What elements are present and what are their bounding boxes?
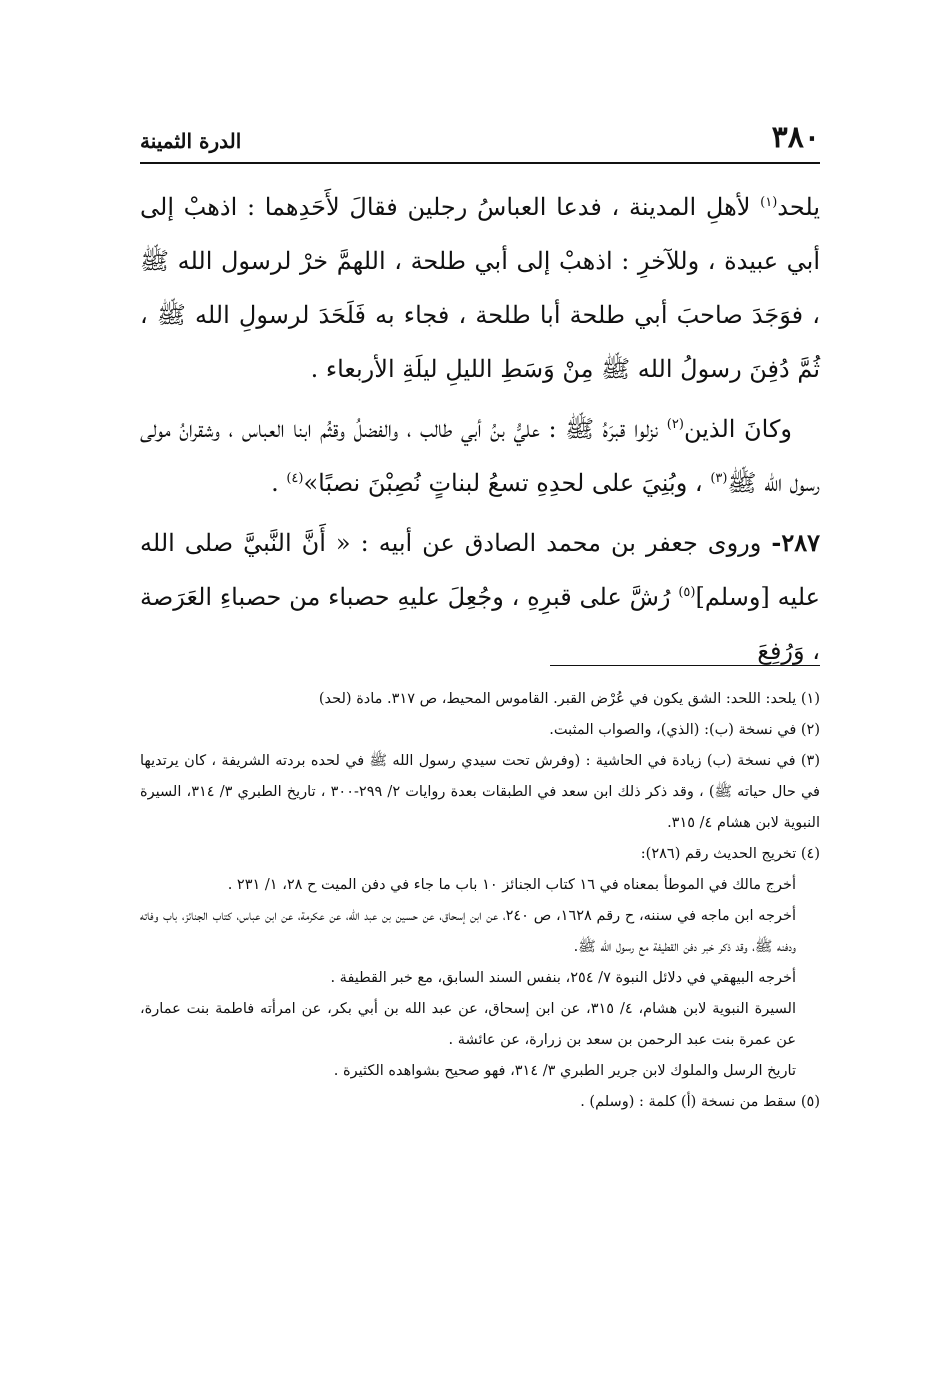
footnote-4-line-2: أخرجه ابن ماجه في سننه، ح رقم ١٦٢٨، ص ٢٤٠، عن ابن إسحاق، عن حسين بن عبد الله، عن عكرمة، عن ابن عباس، كتاب الجنائز، باب وفاته ودفنه ﷺ، وقد ذكر خبر دفن القطيفة مع رسول الله ﷺ. [140, 908, 796, 955]
footnote-3: (٣) في نسخة (ب) زيادة في الحاشية : (وفرش تحت سيدي رسول الله ﷺ في لحده بردته الشريفة ، كان يرتديها في حال حياته ﷺ) ، وقد ذكر ذلك ابن سعد في الطبقات بعدة روايات ٢/ ٢٩٩-٣٠٠ ، تاريخ الطبري ٣/ ٣١٤، السيرة النبوية لابن هشام ٤/ ٣١٥. [140, 753, 820, 831]
paragraph-text: وروى جعفر بن محمد الصادق عن أبيه : « أَنَّ النَّبيَّ صلى الله عليه [وسلم] [140, 529, 820, 611]
paragraph-text: نزلوا قبرَهُ ﷺ : عليُّ بنُ أبي طالب ، والفضلُ وقثُم ابنا العباس ، وشقرانُ مولى رسول الله ﷺ [140, 415, 820, 497]
footnote-divider [550, 665, 820, 666]
paragraph-text: يلحد [777, 193, 820, 221]
footnote-2: (٢) في نسخة (ب): (الذي)، والصواب المثبت. [549, 722, 820, 738]
footnote-1: (١) يلحد: اللحد: الشق يكون في عُرْض القبر. القاموس المحيط، ص ٣١٧. مادة (لحد) [318, 691, 820, 707]
footnote-4-line-5: تاريخ الرسل والملوك لابن جرير الطبري ٣/ ٣١٤، فهو صحيح بشواهده الكثيرة . [333, 1063, 796, 1079]
footnote-4-line-1: أخرج مالك في الموطأ بمعناه في ١٦ كتاب الجنائز ١٠ باب ما جاء في دفن الميت ح ٢٨، ١/ ٢٣١ . [227, 877, 796, 893]
page-number: ٣٨٠ [771, 120, 820, 155]
footnote-4-title: (٤) تخريج الحديث رقم (٢٨٦): [640, 846, 820, 862]
paragraph-text: رُشَّ على قبرِهِ ، وجُعِلَ عليهِ حصباء من حصباءِ العَرَصة ، وَرُفِعَ [140, 583, 820, 665]
paragraph-text: وكانَ الذين [683, 415, 793, 443]
header-rule [140, 162, 820, 164]
main-text [140, 180, 820, 684]
footnote-5: (٥) سقط من نسخة (أ) كلمة : (وسلم) . [580, 1094, 820, 1110]
paragraph-text: لأهلِ المدينة ، فدعا العباسُ رجلين فقالَ لأَحَدِهما : اذهبْ إلى أبي عبيدة ، وللآخرِ : اذهبْ إلى أبي طلحة ، اللهمَّ خرْ لرسول الله ﷺ ، فوَجَدَ صاحبَ أبي طلحة أبا طلحة ، فجاء به فَلَحَدَ لرسولِ الله ﷺ ، ثُمَّ دُفِنَ رسولُ الله ﷺ مِنْ وَسَطِ الليلِ ليلَةِ الأربعاء . [140, 193, 820, 383]
footnote-ref-1[interactable]: (١) [760, 195, 778, 210]
footnote-ref-3[interactable]: (٣) [710, 471, 728, 486]
paragraph-1 [140, 180, 820, 396]
book-title: الدرة الثمينة [140, 129, 242, 153]
footnote-4-line-3: أخرجه البيهقي في دلائل النبوة ٧/ ٢٥٤، بنفس السند السابق، مع خبر القطيفة . [330, 970, 796, 986]
footnotes [140, 684, 820, 1118]
paragraph-3 [140, 516, 820, 678]
page-header [140, 120, 820, 164]
footnote-ref-2[interactable]: (٢) [666, 417, 684, 432]
paragraph-2 [140, 402, 820, 510]
hadith-number: ٢٨٧- [771, 528, 820, 557]
paragraph-text: ، وبُنِيَ على لحدِهِ تسعُ لبناتٍ نُصِبْنَ نصبًا» [303, 469, 711, 497]
paragraph-text: . [271, 469, 287, 497]
footnote-ref-5[interactable]: (٥) [678, 585, 696, 600]
footnote-4-line-4: السيرة النبوية لابن هشام، ٤/ ٣١٥، عن ابن إسحاق، عن عبد الله بن أبي بكر، عن امرأته فاطمة بنت عمارة، عن عمرة بنت عبد الرحمن بن سعد بن زرارة، عن عائشة . [140, 1001, 796, 1048]
footnote-ref-4[interactable]: (٤) [286, 471, 304, 486]
